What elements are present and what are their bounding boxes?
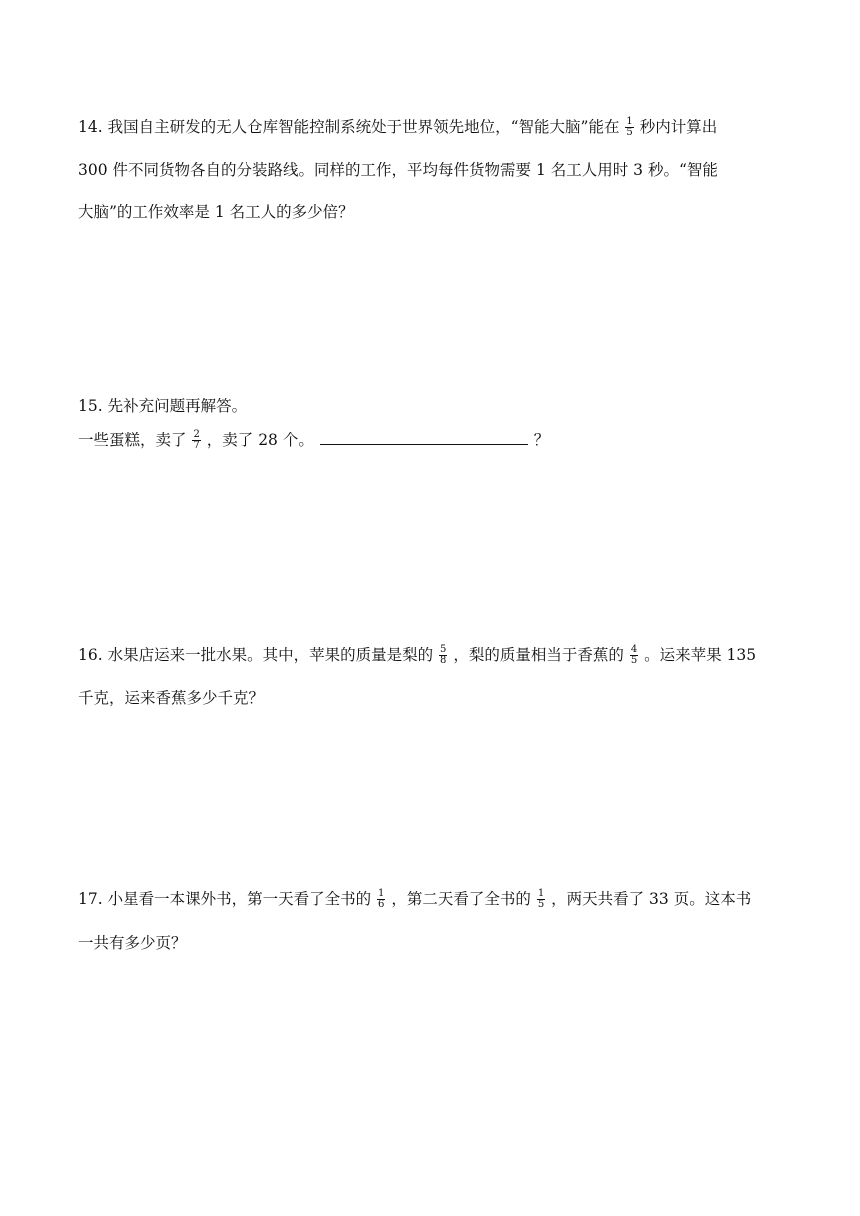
fraction — [377, 889, 385, 910]
answer-blank[interactable] — [320, 430, 528, 445]
fraction-denominator: 8 — [440, 654, 447, 666]
question-text: 。运来苹果 135 — [644, 646, 757, 664]
question-text: 先补充问题再解答。 — [107, 397, 248, 415]
question-text: 我国自主研发的无人仓库智能控制系统处于世界领先地位，“智能大脑”能在 — [107, 118, 620, 136]
fraction-denominator: 6 — [378, 898, 385, 910]
question-text: 千克，运来香蕉多少千克？ — [78, 689, 265, 707]
question-14-line-1 — [78, 117, 717, 139]
question-number: 15. — [78, 397, 103, 415]
question-number: 17. — [78, 890, 103, 908]
fraction-numerator: 5 — [440, 643, 447, 655]
question-text: ？ — [533, 431, 550, 449]
question-number: 14. — [78, 118, 103, 136]
fraction-numerator: 4 — [630, 643, 638, 655]
question-16-line-1 — [78, 645, 756, 667]
question-17-line-1 — [78, 889, 751, 911]
question-text: ，卖了 28 个。 — [206, 431, 314, 449]
question-text: 小星看一本课外书，第一天看了全书的 — [107, 890, 372, 908]
fraction-numerator: 1 — [537, 887, 545, 899]
fraction — [630, 645, 638, 666]
fraction-denominator: 5 — [626, 126, 633, 138]
question-14-line-2 — [78, 160, 718, 180]
question-text: 300 件不同货物各自的分装路线。同样的工作，平均每件货物需要 1 名工人用时 3 秒。“智能 — [78, 161, 718, 179]
fraction-denominator: 5 — [537, 898, 545, 910]
fraction — [439, 645, 447, 666]
question-number: 16. — [78, 646, 103, 664]
question-16-line-2 — [78, 688, 264, 708]
fraction — [537, 889, 545, 910]
fraction-denominator: 7 — [193, 439, 200, 451]
question-text: ，第二天看了全书的 — [391, 890, 531, 908]
question-text: 水果店运来一批水果。其中，苹果的质量是梨的 — [107, 646, 434, 664]
fraction-numerator: 2 — [193, 428, 200, 440]
question-text: 一些蛋糕，卖了 — [78, 431, 187, 449]
question-17-line-2 — [78, 933, 187, 953]
question-text: ，两天共看了 33 页。这本书 — [551, 890, 752, 908]
question-text: 一共有多少页？ — [78, 934, 187, 952]
fraction — [192, 430, 200, 451]
question-text: 秒内计算出 — [639, 118, 718, 136]
fraction-numerator: 1 — [378, 887, 385, 899]
question-15-line-2 — [78, 430, 549, 452]
question-14-line-3 — [78, 202, 354, 222]
question-text: 大脑”的工作效率是 1 名工人的多少倍？ — [78, 203, 354, 221]
question-15-line-1 — [78, 396, 247, 416]
fraction — [625, 117, 633, 138]
question-text: ，梨的质量相当于香蕉的 — [453, 646, 624, 664]
fraction-numerator: 1 — [626, 115, 633, 127]
fraction-denominator: 5 — [630, 654, 638, 666]
